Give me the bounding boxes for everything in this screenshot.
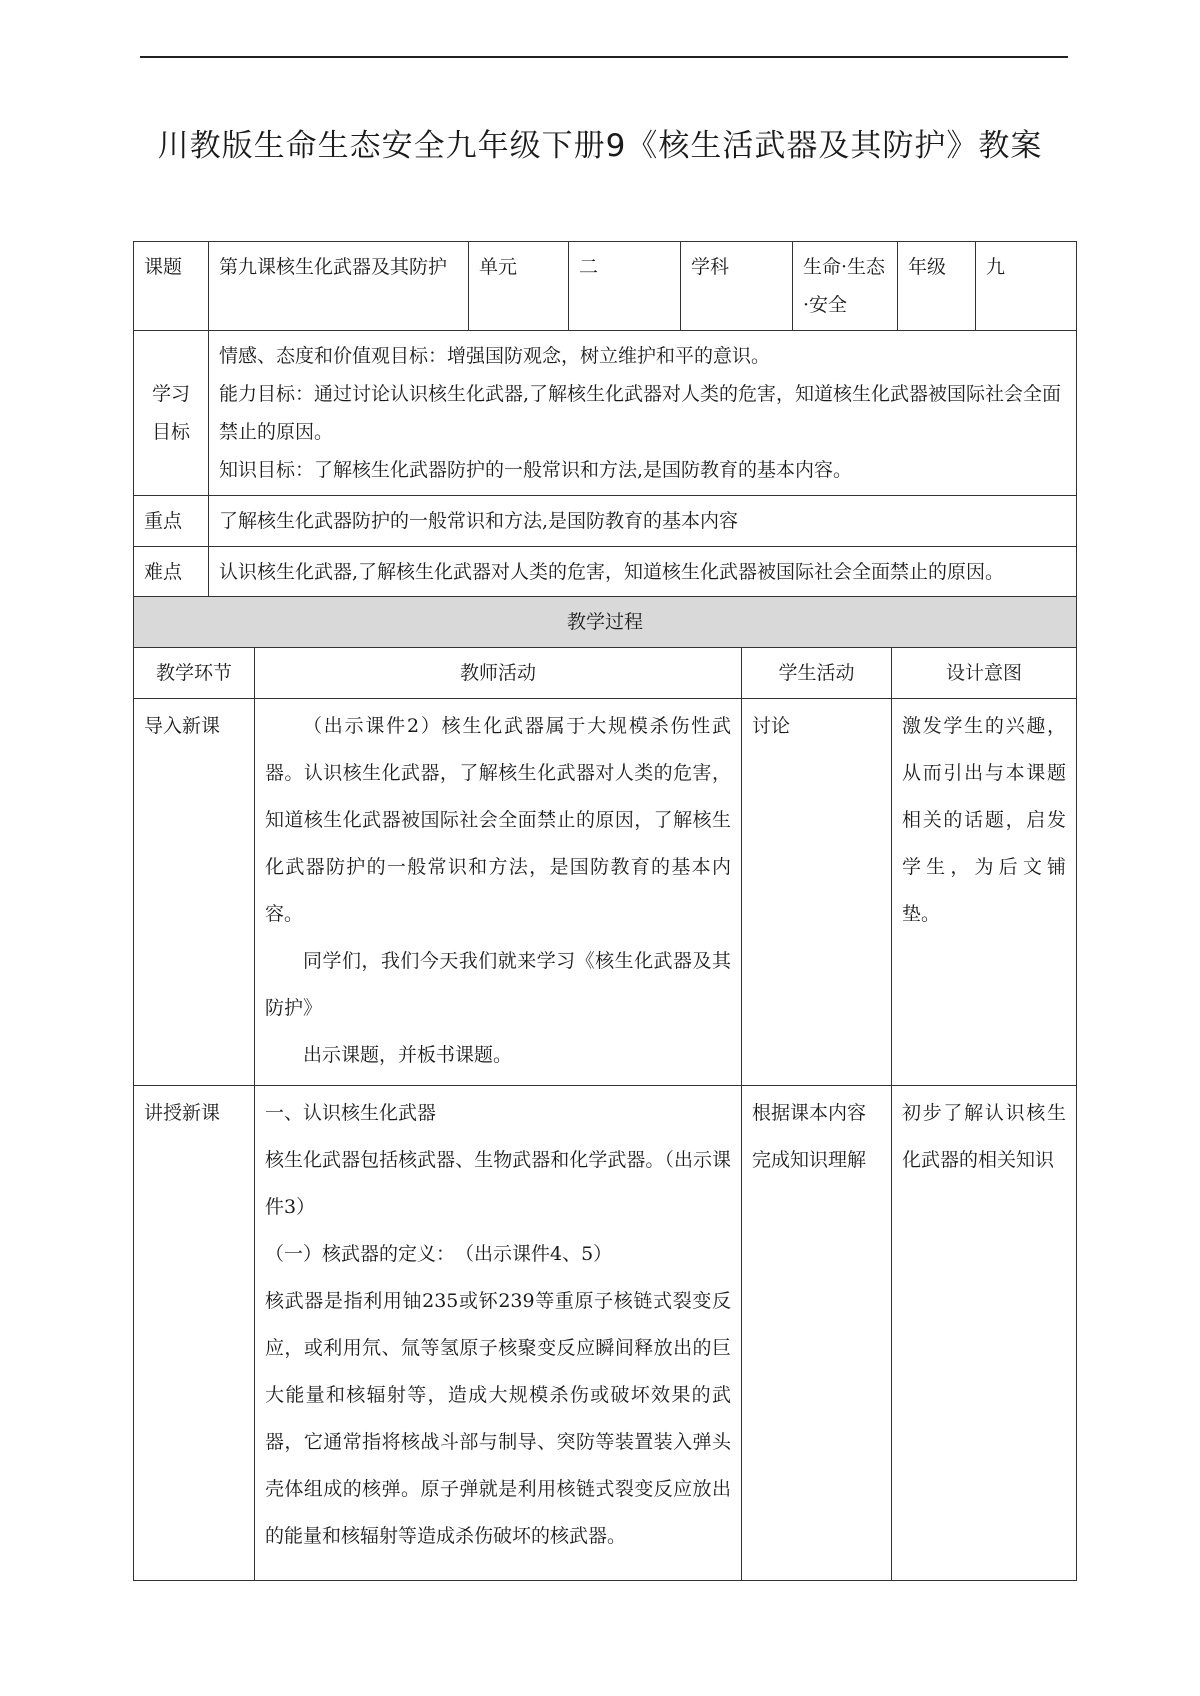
student-activity-intro: 讨论 xyxy=(742,699,892,1086)
process-row-intro xyxy=(134,699,1077,1086)
subject-label: 学科 xyxy=(681,242,793,331)
info-row-key xyxy=(134,496,1077,547)
goal-emotion: 情感、态度和价值观目标：增强国防观念，树立维护和平的意识。 xyxy=(219,345,771,367)
goal-knowledge: 知识目标：了解核生化武器防护的一般常识和方法,是国防教育的基本内容。 xyxy=(219,459,853,481)
goals-label: 学习目标 xyxy=(134,331,209,496)
process-row-new-lesson xyxy=(134,1086,1077,1581)
difficulty-value: 认识核生化武器,了解核生化武器对人类的危害，知道核生化武器被国际社会全面禁止的原因。 xyxy=(209,547,1077,625)
stage-intro: 导入新课 xyxy=(134,699,255,1086)
info-row-course xyxy=(134,242,1077,331)
goals-cell xyxy=(209,331,1077,496)
teacher-lesson-para-1: 一、认识核生化武器 xyxy=(265,1102,437,1124)
teacher-intro-para-3: 出示课题，并板书课题。 xyxy=(303,1044,513,1066)
goal-ability: 能力目标：通过讨论认识核生化武器,了解核生化武器对人类的危害，知道核生化武器被国际社会全面禁止的原因。 xyxy=(219,383,1062,443)
teacher-activity-new-lesson xyxy=(255,1086,742,1581)
key-value: 了解核生化武器防护的一般常识和方法,是国防教育的基本内容 xyxy=(209,496,1077,547)
col-header-student: 学生活动 xyxy=(742,648,892,699)
subject-value: 生命·生态·安全 xyxy=(793,242,898,331)
teacher-activity-intro xyxy=(255,699,742,1086)
teacher-lesson-para-4: 核武器是指利用铀235或钚239等重原子核链式裂变反应，或利用氘、氚等氢原子核聚变反应瞬间释放出的巨大能量和核辐射等，造成大规模杀伤或破坏效果的武器，它通常指将核战斗部与制导、突防等装置装入弹头壳体组成的核弹。原子弹就是利用核链式裂变反应放出的能量和核辐射等造成杀伤破坏的核武器。 xyxy=(265,1290,731,1547)
col-header-intent: 设计意图 xyxy=(892,648,1077,699)
teacher-lesson-para-3: （一）核武器的定义： （出示课件4、5） xyxy=(265,1243,613,1265)
design-intent-new-lesson: 初步了解认识核生化武器的相关知识 xyxy=(892,1086,1077,1581)
grade-value: 九 xyxy=(976,242,1077,331)
col-header-teacher: 教师活动 xyxy=(255,648,742,699)
teacher-lesson-para-2: 核生化武器包括核武器、生物武器和化学武器。（出示课件3） xyxy=(265,1149,731,1218)
lesson-info-table xyxy=(133,241,1077,625)
teacher-intro-para-2: 同学们，我们今天我们就来学习《核生化武器及其防护》 xyxy=(265,950,731,1019)
process-heading: 教学过程 xyxy=(134,597,1077,648)
info-row-goals xyxy=(134,331,1077,496)
difficulty-label: 难点 xyxy=(134,547,209,625)
student-activity-new-lesson: 根据课本内容完成知识理解 xyxy=(742,1086,892,1581)
design-intent-intro: 激发学生的兴趣，从而引出与本课题相关的话题，启发学生，为后文铺垫。 xyxy=(892,699,1077,1086)
teacher-intro-para-1: （出示课件2）核生化武器属于大规模杀伤性武器。认识核生化武器，了解核生化武器对人类的危害，知道核生化武器被国际社会全面禁止的原因，了解核生化武器防护的一般常识和方法，是国防教育的基本内容。 xyxy=(265,715,731,925)
header-rule xyxy=(140,56,1068,58)
process-column-header-row xyxy=(134,648,1077,699)
course-label: 课题 xyxy=(134,242,209,331)
key-label: 重点 xyxy=(134,496,209,547)
grade-label: 年级 xyxy=(898,242,976,331)
unit-value: 二 xyxy=(569,242,681,331)
unit-label: 单元 xyxy=(469,242,569,331)
col-header-stage: 教学环节 xyxy=(134,648,255,699)
teaching-process-table xyxy=(133,596,1077,1581)
course-value: 第九课核生化武器及其防护 xyxy=(209,242,469,331)
page-title: 川教版生命生态安全九年级下册9《核生活武器及其防护》教案 xyxy=(157,128,1043,164)
stage-new-lesson: 讲授新课 xyxy=(134,1086,255,1581)
process-heading-row xyxy=(134,597,1077,648)
